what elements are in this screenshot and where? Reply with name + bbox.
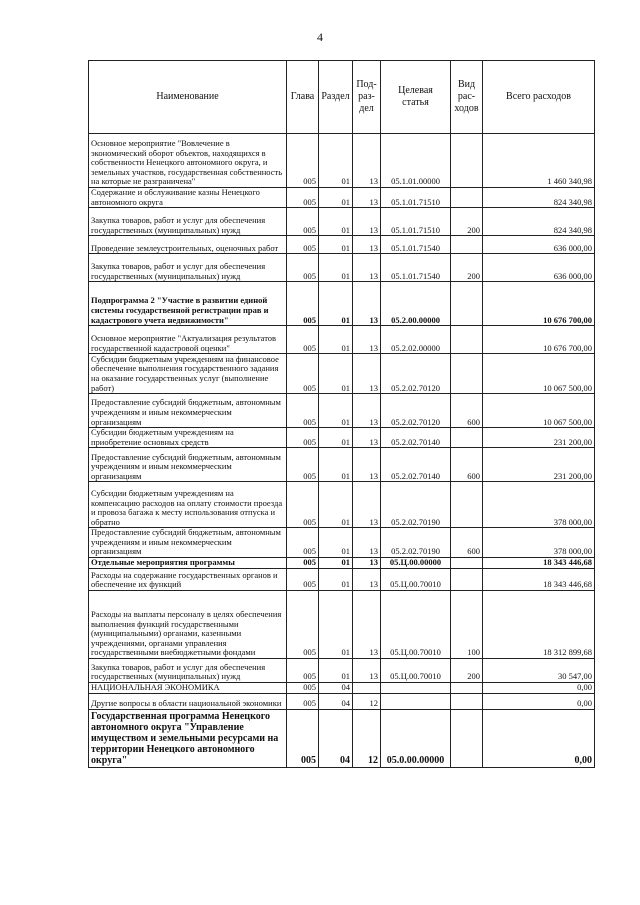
cell-name: Закупка товаров, работ и услуг для обеспечения государственных (муниципальных) нужд (89, 658, 287, 682)
cell-chapter: 005 (287, 693, 319, 709)
table-row (89, 557, 595, 568)
cell-type (451, 693, 483, 709)
cell-target: 05.1.01.71540 (381, 254, 451, 282)
table-row (89, 134, 595, 188)
table-row (89, 693, 595, 709)
cell-subsection: 13 (353, 236, 381, 254)
cell-type: 600 (451, 394, 483, 428)
cell-total: 18 343 446,68 (483, 557, 595, 568)
cell-section: 01 (319, 208, 353, 236)
cell-total: 18 312 899,68 (483, 590, 595, 658)
cell-type (451, 134, 483, 188)
cell-section: 01 (319, 590, 353, 658)
cell-section: 01 (319, 658, 353, 682)
budget-table (88, 60, 595, 768)
cell-chapter: 005 (287, 134, 319, 188)
cell-subsection (353, 682, 381, 693)
cell-subsection: 13 (353, 354, 381, 394)
cell-total: 824 340,98 (483, 208, 595, 236)
table-row (89, 282, 595, 326)
table-row (89, 568, 595, 590)
page-number: 4 (317, 30, 323, 44)
cell-type (451, 188, 483, 208)
cell-target: 05.1.01.71540 (381, 236, 451, 254)
cell-name: Предоставление субсидий бюджетным, автономным учреждениям и иным некоммерческим организациям (89, 528, 287, 558)
cell-name: Основное мероприятие "Вовлечение в экономический оборот объектов, находящихся в собственности Ненецкого автономного округа, и земельных участков, государственная собственность на которые не разграничена" (89, 134, 287, 188)
cell-section: 01 (319, 236, 353, 254)
cell-subsection: 13 (353, 208, 381, 236)
header-name: Наименование (89, 61, 287, 134)
cell-subsection: 12 (353, 709, 381, 767)
cell-name: Подпрограмма 2 "Участие в развитии единой системы государственной регистрации прав и кадастрового учета недвижимости" (89, 282, 287, 326)
cell-type: 600 (451, 528, 483, 558)
cell-name: Расходы на содержание государственных органов и обеспечение их функций (89, 568, 287, 590)
cell-chapter: 005 (287, 590, 319, 658)
cell-total: 10 676 700,00 (483, 326, 595, 354)
cell-section: 01 (319, 394, 353, 428)
cell-name: Субсидии бюджетным учреждениям на компенсацию расходов на оплату стоимости проезда и провоза багажа к месту использования отпуска и обратно (89, 482, 287, 528)
cell-chapter: 005 (287, 528, 319, 558)
cell-chapter: 005 (287, 188, 319, 208)
cell-section: 04 (319, 682, 353, 693)
table-row (89, 590, 595, 658)
cell-section: 01 (319, 557, 353, 568)
cell-target: 05.2.02.70190 (381, 482, 451, 528)
cell-subsection: 13 (353, 282, 381, 326)
cell-target: 05.2.02.70140 (381, 428, 451, 448)
cell-name: НАЦИОНАЛЬНАЯ ЭКОНОМИКА (89, 682, 287, 693)
cell-chapter: 005 (287, 482, 319, 528)
cell-chapter: 005 (287, 682, 319, 693)
cell-subsection: 13 (353, 188, 381, 208)
cell-name: Закупка товаров, работ и услуг для обеспечения государственных (муниципальных) нужд (89, 254, 287, 282)
cell-chapter: 005 (287, 354, 319, 394)
cell-total: 0,00 (483, 682, 595, 693)
cell-chapter: 005 (287, 254, 319, 282)
table-row (89, 658, 595, 682)
cell-target: 05.2.02.70120 (381, 354, 451, 394)
cell-chapter: 005 (287, 428, 319, 448)
header-subsection: Под- раз- дел (353, 61, 381, 134)
cell-subsection: 13 (353, 254, 381, 282)
cell-chapter: 005 (287, 448, 319, 482)
cell-target: 05.Ц.00.70010 (381, 658, 451, 682)
cell-name: Предоставление субсидий бюджетным, автономным учреждениям и иным некоммерческим организациям (89, 394, 287, 428)
table-body (89, 134, 595, 768)
cell-subsection: 13 (353, 658, 381, 682)
cell-section: 01 (319, 568, 353, 590)
cell-section: 01 (319, 282, 353, 326)
cell-name: Отдельные мероприятия программы (89, 557, 287, 568)
cell-target (381, 693, 451, 709)
cell-target (381, 682, 451, 693)
cell-target: 05.Ц.00.70010 (381, 590, 451, 658)
cell-target: 05.Ц.00.70010 (381, 568, 451, 590)
cell-target: 05.1.01.00000 (381, 134, 451, 188)
cell-subsection: 12 (353, 693, 381, 709)
cell-total: 10 067 500,00 (483, 394, 595, 428)
cell-section: 04 (319, 693, 353, 709)
cell-type (451, 568, 483, 590)
cell-subsection: 13 (353, 528, 381, 558)
cell-chapter: 005 (287, 236, 319, 254)
cell-section: 01 (319, 188, 353, 208)
cell-subsection: 13 (353, 394, 381, 428)
table-row (89, 236, 595, 254)
table-row (89, 709, 595, 767)
cell-type: 200 (451, 208, 483, 236)
cell-section: 01 (319, 326, 353, 354)
table-row (89, 208, 595, 236)
header-section: Раздел (319, 61, 353, 134)
cell-type: 200 (451, 658, 483, 682)
cell-subsection: 13 (353, 482, 381, 528)
cell-total: 824 340,98 (483, 188, 595, 208)
cell-subsection: 13 (353, 557, 381, 568)
cell-name: Субсидии бюджетным учреждениям на приобретение основных средств (89, 428, 287, 448)
cell-name: Субсидии бюджетным учреждениям на финансовое обеспечение выполнения государственного задания на оказание государственных услуг (выполнение работ) (89, 354, 287, 394)
header-total: Всего расходов (483, 61, 595, 134)
table-row (89, 354, 595, 394)
cell-subsection: 13 (353, 326, 381, 354)
cell-target: 05.2.02.00000 (381, 326, 451, 354)
table-row (89, 428, 595, 448)
cell-name: Содержание и обслуживание казны Ненецкого автономного округа (89, 188, 287, 208)
cell-subsection: 13 (353, 590, 381, 658)
cell-type (451, 354, 483, 394)
table-row (89, 254, 595, 282)
cell-type (451, 557, 483, 568)
cell-name: Предоставление субсидий бюджетным, автономным учреждениям и иным некоммерческим организациям (89, 448, 287, 482)
cell-name: Расходы на выплаты персоналу в целях обеспечения выполнения функций государственными (муниципальными) органами, казенными учреждениями, органами управления государственными внебюджетными фондами (89, 590, 287, 658)
cell-chapter: 005 (287, 709, 319, 767)
table-row (89, 326, 595, 354)
cell-type (451, 428, 483, 448)
cell-total: 1 460 340,98 (483, 134, 595, 188)
cell-total: 231 200,00 (483, 448, 595, 482)
cell-total: 378 000,00 (483, 528, 595, 558)
cell-type (451, 326, 483, 354)
header-chapter: Глава (287, 61, 319, 134)
cell-subsection: 13 (353, 428, 381, 448)
cell-section: 01 (319, 254, 353, 282)
table-row (89, 482, 595, 528)
table-row (89, 394, 595, 428)
cell-type: 200 (451, 254, 483, 282)
cell-type (451, 682, 483, 693)
cell-subsection: 13 (353, 568, 381, 590)
cell-type (451, 282, 483, 326)
table-row (89, 448, 595, 482)
cell-target: 05.2.02.70190 (381, 528, 451, 558)
cell-section: 01 (319, 482, 353, 528)
cell-total: 0,00 (483, 693, 595, 709)
cell-type (451, 709, 483, 767)
cell-name: Основное мероприятие "Актуализация результатов государственной кадастровой оценки" (89, 326, 287, 354)
cell-chapter: 005 (287, 658, 319, 682)
cell-section: 01 (319, 528, 353, 558)
cell-target: 05.1.01.71510 (381, 208, 451, 236)
cell-section: 01 (319, 428, 353, 448)
header-target: Целевая статья (381, 61, 451, 134)
cell-total: 636 000,00 (483, 254, 595, 282)
cell-section: 04 (319, 709, 353, 767)
cell-type: 100 (451, 590, 483, 658)
cell-total: 0,00 (483, 709, 595, 767)
cell-total: 378 000,00 (483, 482, 595, 528)
cell-chapter: 005 (287, 208, 319, 236)
table-row (89, 188, 595, 208)
cell-target: 05.Ц.00.00000 (381, 557, 451, 568)
cell-target: 05.2.02.70140 (381, 448, 451, 482)
cell-name: Другие вопросы в области национальной экономики (89, 693, 287, 709)
cell-total: 18 343 446,68 (483, 568, 595, 590)
cell-subsection: 13 (353, 134, 381, 188)
cell-total: 30 547,00 (483, 658, 595, 682)
cell-chapter: 005 (287, 394, 319, 428)
cell-section: 01 (319, 448, 353, 482)
cell-target: 05.0.00.00000 (381, 709, 451, 767)
cell-chapter: 005 (287, 326, 319, 354)
cell-name: Проведение землеустроительных, оценочных работ (89, 236, 287, 254)
cell-total: 636 000,00 (483, 236, 595, 254)
cell-target: 05.1.01.71510 (381, 188, 451, 208)
cell-target: 05.2.00.00000 (381, 282, 451, 326)
cell-name: Закупка товаров, работ и услуг для обеспечения государственных (муниципальных) нужд (89, 208, 287, 236)
table-header-row (89, 61, 595, 134)
cell-chapter: 005 (287, 568, 319, 590)
table-row (89, 682, 595, 693)
cell-section: 01 (319, 134, 353, 188)
cell-total: 231 200,00 (483, 428, 595, 448)
cell-type (451, 236, 483, 254)
cell-type: 600 (451, 448, 483, 482)
cell-total: 10 676 700,00 (483, 282, 595, 326)
cell-target: 05.2.02.70120 (381, 394, 451, 428)
cell-chapter: 005 (287, 282, 319, 326)
header-type: Вид рас- ходов (451, 61, 483, 134)
cell-subsection: 13 (353, 448, 381, 482)
cell-total: 10 067 500,00 (483, 354, 595, 394)
table-row (89, 528, 595, 558)
cell-section: 01 (319, 354, 353, 394)
cell-name: Государственная программа Ненецкого автономного округа "Управление имуществом и земельными ресурсами на территории Ненецкого автономного округа" (89, 709, 287, 767)
cell-type (451, 482, 483, 528)
cell-chapter: 005 (287, 557, 319, 568)
